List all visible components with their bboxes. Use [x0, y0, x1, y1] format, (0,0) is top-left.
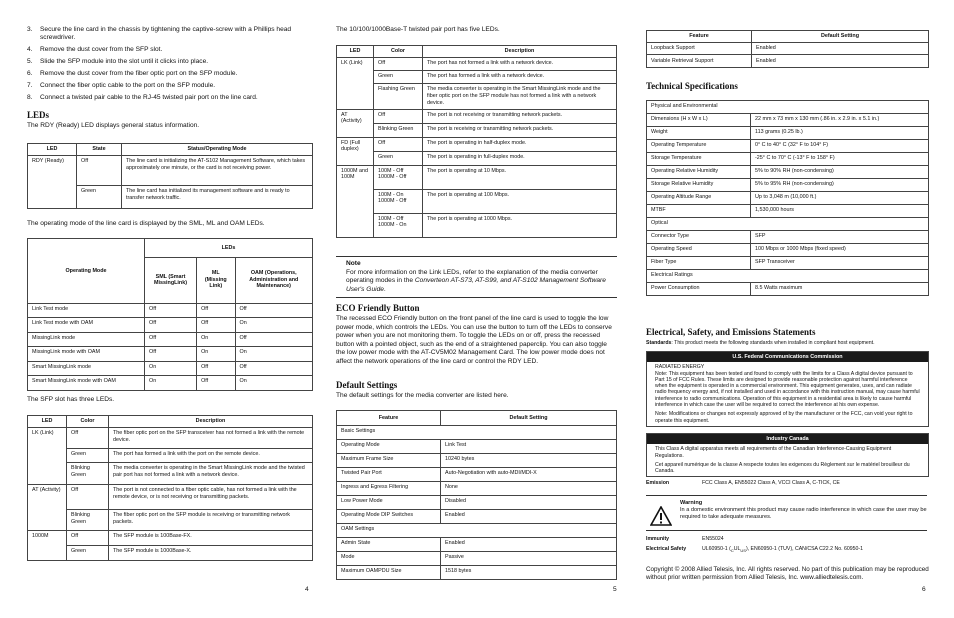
spec-value: 1,530,000 hours: [751, 205, 929, 218]
table-row: [28, 318, 313, 333]
canada-header: Industry Canada: [647, 434, 928, 444]
table-row: [337, 151, 617, 165]
spec-name: Weight: [647, 127, 751, 140]
feature-name: Mode: [337, 552, 441, 566]
spec-value: 8.5 Watts maximum: [751, 283, 929, 296]
table-row: [28, 347, 313, 362]
feature-value: Enabled: [752, 55, 929, 67]
led-desc: The port has not formed a link with a network device.: [423, 58, 617, 71]
table-cell: Off: [145, 347, 197, 362]
feature-value: Link Test: [441, 440, 617, 454]
col-header: Feature: [337, 411, 441, 426]
spec-name: Operating Relative Humidity: [647, 166, 751, 179]
table-cell: On: [145, 376, 197, 391]
feature-name: Maximum OAMPDU Size: [337, 566, 441, 580]
led-desc: The line card has initialized its management software and is ready to transfer network traffic.: [122, 186, 313, 209]
led-desc: The port is not receiving or transmitting network packets.: [423, 109, 617, 123]
step-number: 4.: [27, 46, 33, 54]
fcc-header: U.S. Federal Communications Commission: [647, 352, 928, 362]
sfp-led-table: [27, 415, 313, 561]
col-header: Default Setting: [752, 31, 929, 43]
led-name: AT (Activity): [337, 109, 374, 137]
electrical-safety-row: Electrical Safety UL60950-1 $(_CUL_{US})$, EN60950-1 (TUV), CAN/CSA C22.2 No. 60950-1: [646, 546, 863, 554]
feature-name: Variable Retrieval Support: [647, 55, 752, 67]
step-number: 6.: [27, 69, 33, 77]
copyright: Copyright © 2008 Allied Telesis, Inc. All rights reserved. No part of this publication may be reproduced without prior written permission from Allied Telesis, Inc. www.alliedtelesis.com.: [646, 566, 929, 582]
table-row: [337, 109, 617, 123]
col-header: LEDs: [145, 239, 313, 258]
led-desc: The port is receiving or transmitting network packets.: [423, 123, 617, 137]
note-label: Note: [346, 260, 361, 267]
led-desc: The port has formed a link with a network device.: [423, 71, 617, 84]
feature-value: Enabled: [441, 538, 617, 552]
table-row: [28, 463, 313, 485]
table-row: [337, 538, 617, 552]
spec-name: Connector Type: [647, 231, 751, 244]
warning-triangle-icon: [650, 506, 672, 526]
table-row: [337, 123, 617, 137]
table-cell: On: [197, 347, 235, 362]
col-header: Operating Mode: [28, 239, 145, 304]
table-cell: Link Test mode: [28, 303, 145, 318]
spec-name: Storage Relative Humidity: [647, 179, 751, 192]
table-row: [337, 189, 617, 213]
col-header: LED: [337, 46, 374, 58]
section-row: [337, 426, 617, 440]
canada-text-fr: Cet appareil numérique de la classe A respecte toutes les exigences du Règlement sur le matériel brouilleur du Canada.: [655, 461, 910, 475]
warning-box: [646, 495, 927, 531]
leds-heading: LEDs: [27, 110, 50, 120]
led-name: AT (Activity): [28, 485, 67, 531]
led-color: Off: [374, 137, 423, 151]
led-desc: The port has formed a link with the port on the remote device.: [109, 449, 313, 463]
defaults-intro: The default settings for the media converter are listed here.: [336, 392, 509, 399]
tp-led-table: [336, 45, 617, 238]
col-header: OAM (Operations, Administration and Maintenance): [235, 257, 312, 303]
led-desc: The media converter is operating in the Smart MissingLink mode and the twisted pair port has not formed a link with a network device.: [109, 463, 313, 485]
table-row: [647, 43, 929, 55]
step-number: 3.: [27, 26, 33, 33]
feature-name: Loopback Support: [647, 43, 752, 55]
table-row: [647, 153, 929, 166]
fcc-text: Note: This equipment has been tested and found to comply with the limits for a Class A digital device pursuant to Part 15 of FCC Rules. These limits are designed to provide reasonable protection against harmful interference when the equipment is operated in a commercial environment. This equipment generates, uses, and can radiate radio frequency energy and, if not installed and used in accordance with this instruction manual, may cause harmful interference to radio communications. Operation of this equipment in a residential area is likely to cause harmful interference in which case the user will be required to correct the interference at his own expense.: [655, 370, 920, 409]
safety-heading: Electrical, Safety, and Emissions Statements: [646, 327, 816, 337]
table-row: [647, 127, 929, 140]
led-desc: The port is operating in full-duplex mode.: [423, 151, 617, 165]
feature-name: Operating Mode: [337, 440, 441, 454]
spec-value: 22 mm x 73 mm x 130 mm (.86 in. x 2.9 in. x 5.1 in.): [751, 114, 929, 127]
table-row: [28, 332, 313, 347]
led-color: 100M - Off 1000M - Off: [374, 165, 423, 189]
table-row: [647, 244, 929, 257]
led-desc: The port is operating at 1000 Mbps.: [423, 213, 617, 237]
feature-name: Maximum Frame Size: [337, 454, 441, 468]
table-row: [647, 114, 929, 127]
step-text: Connect the fiber optic cable to the port on the SFP module.: [40, 81, 216, 89]
led-desc: The fiber optic port on the SFP transceiver has not formed a link with the remote device.: [109, 428, 313, 449]
spec-name: Storage Temperature: [647, 153, 751, 166]
emission-row: Emission FCC Class A, EN55022 Class A, VCCI Class A, C-TICK, CE: [646, 480, 840, 486]
section-title: Basic Settings: [337, 426, 617, 440]
table-row: [337, 165, 617, 189]
spec-value: 5% to 95% RH (non-condensing): [751, 179, 929, 192]
spec-name: Fiber Type: [647, 257, 751, 270]
led-desc: The port is operating at 10 Mbps.: [423, 165, 617, 189]
step-text: Connect a twisted pair cable to the RJ-45 twisted pair port on the line card.: [40, 93, 258, 101]
mode-intro: The operating mode of the line card is displayed by the SML, ML and OAM LEDs.: [27, 220, 265, 227]
table-cell: Off: [235, 332, 312, 347]
led-state: Off: [77, 156, 122, 186]
table-row: [337, 510, 617, 524]
led-desc: The fiber optic port on the SFP module is receiving or transmitting network packets.: [109, 510, 313, 531]
col-header: Color: [374, 46, 423, 58]
feature-value: 1518 bytes: [441, 566, 617, 580]
canada-box: [646, 433, 929, 477]
step-number: 7.: [27, 81, 33, 89]
spec-name: Dimensions (H x W x L): [647, 114, 751, 127]
section-title: Electrical Ratings: [647, 270, 929, 283]
led-color: Off: [374, 109, 423, 123]
spec-name: MTBF: [647, 205, 751, 218]
table-cell: Off: [197, 303, 235, 318]
table-cell: MissingLink mode with OAM: [28, 347, 145, 362]
install-step: [27, 46, 313, 54]
table-row: [28, 361, 313, 376]
table-row: [337, 468, 617, 482]
feature-value: None: [441, 482, 617, 496]
mode-led-table: [27, 238, 313, 391]
col-header: Description: [109, 416, 313, 428]
defaults-table: [336, 410, 617, 580]
led-color: Green: [67, 546, 109, 561]
tech-specs-table: [646, 100, 929, 296]
table-row: [337, 454, 617, 468]
step-number: 8.: [27, 93, 33, 101]
spec-value: -25° C to 70° C (-13° F to 158° F): [751, 153, 929, 166]
col-header: Feature: [647, 31, 752, 43]
col-header: ML (Missing Link): [197, 257, 235, 303]
step-number: 5.: [27, 58, 33, 66]
led-color: Blinking Green: [374, 123, 423, 137]
feature-name: Twisted Pair Port: [337, 468, 441, 482]
standards-line: Standards: This product meets the following standards when installed in compliant host equipment.: [646, 340, 875, 346]
led-color: Green: [374, 151, 423, 165]
spec-value: 5% to 90% RH (non-condensing): [751, 166, 929, 179]
feature-value: 10240 bytes: [441, 454, 617, 468]
install-step: [27, 70, 313, 78]
table-row: [28, 485, 313, 510]
led-state: Green: [77, 186, 122, 209]
feature-name: Admin State: [337, 538, 441, 552]
col-header: State: [77, 144, 122, 156]
table-row: [337, 137, 617, 151]
table-cell: Off: [145, 303, 197, 318]
page-number: 6: [922, 586, 926, 593]
install-step: [27, 26, 313, 43]
table-cell: Off: [145, 332, 197, 347]
col-header: Description: [423, 46, 617, 58]
feature-value: Passive: [441, 552, 617, 566]
led-desc: The port is not connected to a fiber optic cable, has not formed a link with the remote device, or is not receiving or transmitting packets.: [109, 485, 313, 510]
feature-value: Auto-Negotiation with auto-MDI/MDI-X: [441, 468, 617, 482]
section-row: [647, 218, 929, 231]
section-title: OAM Settings: [337, 524, 617, 538]
spec-value: Up to 3,048 m (10,000 ft.): [751, 192, 929, 205]
led-color: Off: [67, 428, 109, 449]
warning-text: In a domestic environment this product may cause radio interference in which case the user may be required to take adequate measures.: [680, 507, 927, 520]
led-color: Green: [67, 449, 109, 463]
table-row: [647, 166, 929, 179]
table-row: [337, 213, 617, 237]
spec-value: SFP Transceiver: [751, 257, 929, 270]
spec-value: 0° C to 40° C (32° F to 104° F): [751, 140, 929, 153]
table-cell: MissingLink mode: [28, 332, 145, 347]
table-cell: Smart MissingLink mode with OAM: [28, 376, 145, 391]
note-text: For more information on the Link LEDs, refer to the explanation of the media converter operating modes in the Converteon AT-S73, AT-S99, and AT-S102 Management Software User's Guide.: [346, 268, 606, 293]
table-row: [337, 440, 617, 454]
table-cell: On: [145, 361, 197, 376]
led-color: Green: [374, 71, 423, 84]
install-steps: [27, 26, 313, 106]
spec-name: Operating Speed: [647, 244, 751, 257]
feature-value: Enabled: [752, 43, 929, 55]
led-color: Off: [374, 58, 423, 71]
led-name: LK (Link): [28, 428, 67, 485]
warning-label: Warning: [680, 500, 703, 506]
led-desc: The port is operating in half-duplex mode.: [423, 137, 617, 151]
table-row: [28, 546, 313, 561]
table-row: [337, 58, 617, 71]
table-cell: On: [235, 347, 312, 362]
table-row: [647, 192, 929, 205]
install-step: [27, 82, 313, 90]
led-name: RDY (Ready): [28, 156, 77, 209]
feature-name: Ingress and Egress Filtering: [337, 482, 441, 496]
section-row: [647, 101, 929, 114]
led-color: Flashing Green: [374, 84, 423, 109]
led-desc: The line card is initializing the AT-S102 Management Software, which takes approximately one minute, or the card is not receiving power.: [122, 156, 313, 186]
col-header: LED: [28, 416, 67, 428]
table-row: [647, 231, 929, 244]
col-header: LED: [28, 144, 77, 156]
table-row: [337, 496, 617, 510]
fcc-title: RADIATED ENERGY: [655, 364, 705, 371]
col-header: SML (Smart MissingLink): [145, 257, 197, 303]
tech-heading: Technical Specifications: [646, 81, 738, 91]
spec-value: SFP: [751, 231, 929, 244]
step-text: Remove the dust cover from the SFP slot.: [40, 46, 163, 54]
step-text: Slide the SFP module into the slot until it clicks into place.: [40, 58, 209, 66]
table-cell: Off: [197, 361, 235, 376]
table-row: [28, 531, 313, 546]
table-row: [647, 140, 929, 153]
section-row: [337, 524, 617, 538]
rdy-led-table: [27, 143, 313, 209]
feature-value: Disabled: [441, 496, 617, 510]
led-color: 100M - Off 1000M - On: [374, 213, 423, 237]
table-cell: Off: [197, 376, 235, 391]
table-row: [28, 303, 313, 318]
table-cell: Link Test mode with OAM: [28, 318, 145, 333]
table-row: [647, 55, 929, 67]
table-row: [337, 482, 617, 496]
canada-text-en: This Class A digital apparatus meets all requirements of the Canadian Interference-Causing Equipment Regulations.: [655, 446, 892, 459]
spec-value: 113 grams (0.25 lb.): [751, 127, 929, 140]
spec-name: Operating Altitude Range: [647, 192, 751, 205]
table-cell: Off: [235, 361, 312, 376]
immunity-row: Immunity EN55024: [646, 536, 724, 542]
table-row: [337, 84, 617, 109]
install-step: [27, 58, 313, 66]
fcc-box: [646, 351, 929, 427]
table-row: [337, 552, 617, 566]
defaults-heading: Default Settings: [336, 380, 398, 390]
table-cell: Off: [235, 303, 312, 318]
led-color: Blinking Green: [67, 463, 109, 485]
tp-intro: The 10/100/1000Base-T twisted pair port has five LEDs.: [336, 26, 500, 33]
led-color: Off: [67, 531, 109, 546]
table-row: [28, 428, 313, 449]
install-step: [27, 94, 313, 102]
spec-value: 100 Mbps or 1000 Mbps (fixed speed): [751, 244, 929, 257]
rdy-intro: The RDY (Ready) LED displays general status information.: [27, 122, 200, 129]
page-number: 4: [305, 586, 309, 593]
table-cell: On: [235, 318, 312, 333]
page-6: [646, 0, 929, 618]
section-title: Physical and Environmental: [647, 101, 929, 114]
step-text: Secure the line card in the chassis by tightening the captive-screw with a Phillips head screwdriver.: [40, 26, 292, 42]
col-header: Default Setting: [441, 411, 617, 426]
page-5: [336, 0, 617, 618]
col-header: Color: [67, 416, 109, 428]
table-cell: On: [235, 376, 312, 391]
section-row: [647, 270, 929, 283]
feature-name: Operating Mode DIP Switches: [337, 510, 441, 524]
spec-name: Power Consumption: [647, 283, 751, 296]
step-text: Remove the dust cover from the fiber optic port on the SFP module.: [40, 69, 238, 77]
led-name: LK (Link): [337, 58, 374, 109]
table-row: [337, 566, 617, 580]
table-row: [647, 205, 929, 218]
fcc-note: Note: Modifications or changes not expressly approved of by the manufacturer or the FCC, can void your right to operate this equipment.: [655, 411, 913, 424]
table-row: [28, 376, 313, 391]
table-row: [337, 71, 617, 84]
led-color: 100M - On 1000M - Off: [374, 189, 423, 213]
table-cell: Off: [197, 318, 235, 333]
spec-name: Operating Temperature: [647, 140, 751, 153]
page-number: 5: [613, 586, 617, 593]
led-color: Off: [67, 485, 109, 510]
table-cell: Off: [145, 318, 197, 333]
table-row: [647, 257, 929, 270]
section-title: Optical: [647, 218, 929, 231]
eco-heading: ECO Friendly Button: [336, 303, 420, 313]
table-cell: On: [197, 332, 235, 347]
led-desc: The SFP module is 1000Base-X.: [109, 546, 313, 561]
feature-value: Enabled: [441, 510, 617, 524]
table-row: [28, 449, 313, 463]
feature-name: Low Power Mode: [337, 496, 441, 510]
sfp-intro: The SFP slot has three LEDs.: [27, 396, 115, 403]
led-name: 1000M and 100M: [337, 165, 374, 237]
led-name: 1000M: [28, 531, 67, 561]
note-box: [336, 256, 617, 298]
led-desc: The port is operating at 100 Mbps.: [423, 189, 617, 213]
table-row: [647, 179, 929, 192]
led-color: Blinking Green: [67, 510, 109, 531]
table-row: [28, 510, 313, 531]
table-cell: Smart MissingLink mode: [28, 361, 145, 376]
defaults-continued-table: [646, 30, 929, 68]
page-4: [27, 0, 313, 618]
col-header: Status/Operating Mode: [122, 144, 313, 156]
led-desc: The SFP module is 100Base-FX.: [109, 531, 313, 546]
led-desc: The media converter is operating in the Smart MissingLink mode and the fiber optic port on the SFP module has not formed a link with a network device.: [423, 84, 617, 109]
eco-text: The recessed ECO Friendly button on the front panel of the line card is used to toggle the low power mode, which controls the LEDs. You can use the button to turn off the LEDs to conserve power when you are not monitoring them. To toggle the LEDs on or off, press the recessed button with a pointed object, such as the end of a straightened paperclip. You can also toggle the low power mode with the AT-CV5M02 Management Card. The low power mode does not affect the network operations of the line card or control the RDY LED.: [336, 315, 612, 365]
led-name: FD (Full duplex): [337, 137, 374, 165]
table-row: [647, 283, 929, 296]
